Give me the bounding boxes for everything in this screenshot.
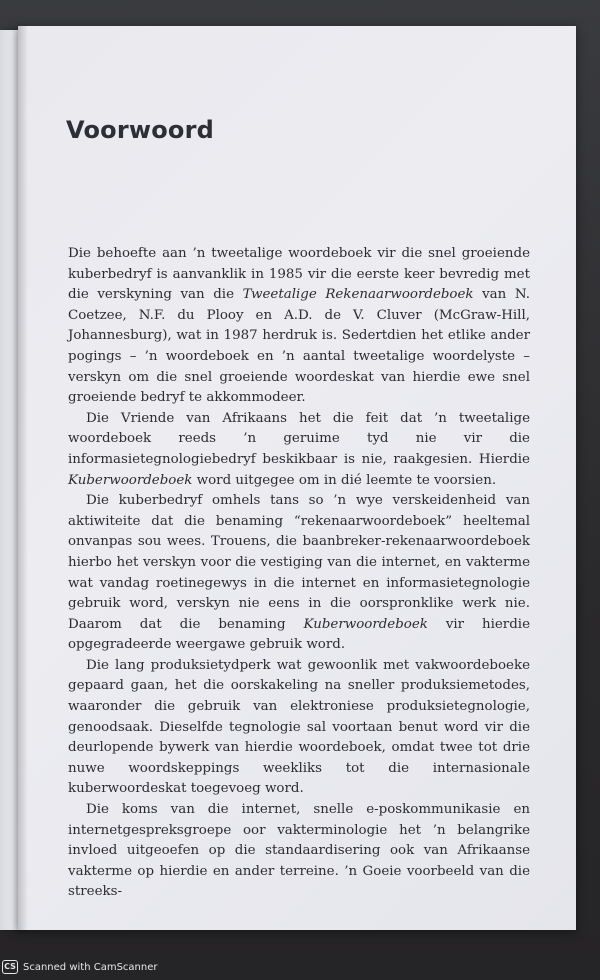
body-text xyxy=(68,244,530,903)
paragraph-text: Die behoefte aan ’n tweetalige woordeboek vir die snel groeiende kuberbedryf is aanvanklik in 1985 vir die eerste keer bevredig met die verskyning van die xyxy=(68,246,530,303)
italic-title-text: Tweetalige Rekenaarwoordeboek xyxy=(242,287,474,303)
paragraph-text: Die kuberbedryf omhels tans so ’n wye verskeidenheid van aktiwiteite dat die benaming “rekenaarwoordeboek” heeltemal onvanpas sou wees. Trouens, die baanbreker-rekenaarwoordeboek hierbo het verskyn voor die vestiging van die internet, en vakterme wat vandag roetinegewys in die internet en informasietegnologie gebruik word, verskyn nie eens in die oorspronklike werk nie. Daarom dat die benaming xyxy=(68,493,530,632)
paragraph-text: van N. Coetzee, N.F. du Plooy en A.D. de V. Cluver (McGraw-Hill, Johannesburg), wat in 1987 herdruk is. Sedertdien het etlike ander pogings – ’n woordeboek en ’n aantal tweetalige woordelyste – verskyn om die snel groeiende woordeskat van hierdie ewe snel groeiende bedryf te akkommodeer. xyxy=(68,287,530,406)
italic-title-text: Kuberwoordeboek xyxy=(68,472,193,488)
paragraph-text: Die lang produksietydperk wat gewoonlik met vakwoordeboeke gepaard gaan, het die oorskakeling na sneller produksiemetodes, waaronder die gebruik van elektroniese produksietegnologie, genoodsaak. Dieselfde tegnologie sal voortaan benut word vir die deurlopende bywerk van hierdie woordeboek, omdat twee tot drie nuwe woordskeppings weekliks tot die internasionale kuberwoordeskat toegevoeg word. xyxy=(68,657,530,797)
paragraph-text: word uitgegee om in dié leemte te voorsien. xyxy=(192,472,497,488)
page-gutter-shadow xyxy=(18,26,28,930)
paragraph xyxy=(68,491,530,656)
paragraph-text: vir hierdie opgegradeerde weergawe gebruik word. xyxy=(68,616,530,653)
paragraph xyxy=(68,244,530,409)
page-heading: Voorwoord xyxy=(66,116,215,144)
paragraph-text: Die koms van die internet, snelle e-poskommunikasie en internetgespreksgroepe oor vakterminologie het ’n belangrike invloed uitgeoefen op die standaardisering ook van Afrikaanse vakterme op hierdie en ander terreine. ’n Goeie voorbeeld van die streeks- xyxy=(68,802,530,900)
camscanner-logo-icon: CS xyxy=(2,960,18,974)
paragraph xyxy=(68,800,530,903)
italic-title-text: Kuberwoordeboek xyxy=(303,616,428,632)
watermark-text: Scanned with CamScanner xyxy=(23,961,158,973)
paragraph xyxy=(68,409,530,491)
paragraph-text: Die Vriende van Afrikaans het die feit dat ’n tweetalige woordeboek reeds ’n geruime tyd nie vir die informasietegnologiebedryf beskikbaar is nie, raakgesien. Hierdie xyxy=(68,410,530,467)
book-page xyxy=(18,26,576,930)
scanner-watermark xyxy=(2,956,158,978)
paragraph xyxy=(68,656,530,800)
